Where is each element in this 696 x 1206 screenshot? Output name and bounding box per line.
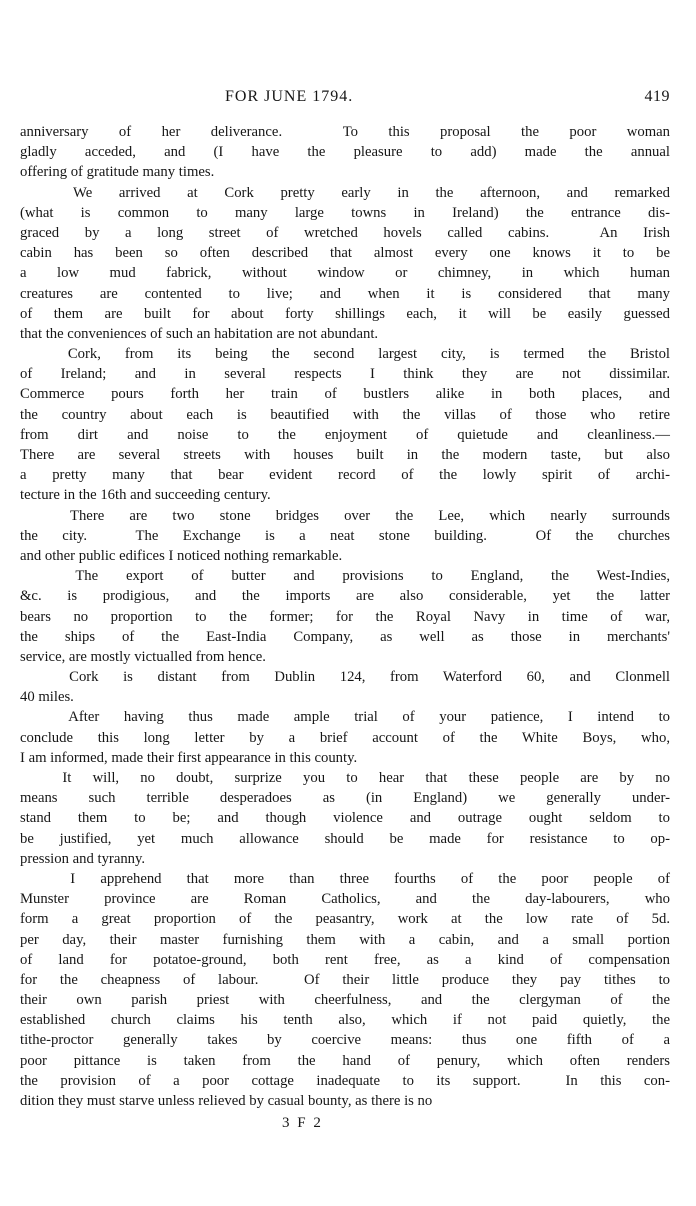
text-line: graced by a long street of wretched hovels called cabins. An Irish (20, 224, 670, 241)
text-line: I apprehend that more than three fourths of the poor people of (20, 870, 670, 887)
text-line: Munster province are Roman Catholics, and the day-labourers, who (20, 891, 670, 908)
text-line: means such terrible desperadoes as (in England) we generally under- (20, 790, 670, 807)
text-line: their own parish priest with cheerfulness, and the clergyman of the (20, 992, 670, 1009)
paragraph (20, 344, 670, 506)
text-line: a pretty many that bear evident record of the lowly spirit of archi- (20, 467, 670, 484)
text-line: Cork, from its being the second largest city, is termed the Bristol (20, 346, 670, 363)
text-line: The export of butter and provisions to England, the West-Indies, (20, 568, 670, 585)
text-line: stand them to be; and though violence and outrage ought seldom to (20, 810, 670, 827)
paragraph (20, 122, 670, 183)
text-line: I am informed, made their first appearance in this county. (20, 749, 358, 766)
text-line: poor pittance is taken from the hand of penury, which often renders (20, 1052, 670, 1069)
text-line: There are two stone bridges over the Lee, which nearly surrounds (20, 507, 670, 524)
text-line: be justified, yet much allowance should be made for resistance to op- (20, 830, 670, 847)
text-line: that the conveniences of such an habitation are not abundant. (20, 325, 379, 342)
text-line: form a great proportion of the peasantry, work at the low rate of 5d. (20, 911, 670, 928)
text-line: bears no proportion to the former; for the Royal Navy in time of war, (20, 608, 670, 625)
paragraph (20, 667, 670, 707)
signature-mark: 3 F 2 (282, 1115, 323, 1132)
book-page (20, 88, 670, 1133)
text-line: After having thus made ample trial of your patience, I intend to (20, 709, 670, 726)
text-line: of land for potatoe-ground, both rent free, as a kind of compensation (20, 951, 670, 968)
text-line: of them are built for about forty shillings each, it will be easily guessed (20, 305, 670, 322)
paragraph (20, 183, 670, 345)
paragraph (20, 566, 670, 667)
text-line: the city. The Exchange is a neat stone building. Of the churches (20, 527, 670, 544)
text-line: the ships of the East-India Company, as well as those in merchants' (20, 628, 670, 645)
text-line: (what is common to many large towns in Ireland) the entrance dis- (20, 204, 670, 221)
paragraph (20, 707, 670, 768)
text-line: a low mud fabrick, without window or chimney, in which human (20, 265, 670, 282)
text-line: the country about each is beautified with the villas of those who retire (20, 406, 670, 423)
text-line: We arrived at Cork pretty early in the afternoon, and remarked (20, 184, 670, 201)
text-line: There are several streets with houses built in the modern taste, but also (20, 447, 670, 463)
page-number: 419 (644, 88, 670, 105)
text-line: Cork is distant from Dublin 124, from Waterford 60, and Clonmell (20, 669, 670, 686)
text-line: tecture in the 16th and succeeding century. (20, 487, 271, 504)
paragraph (20, 768, 670, 869)
body-text (20, 122, 670, 1111)
text-line: the provision of a poor cottage inadequate to its support. In this con- (20, 1072, 670, 1089)
text-line: 40 miles. (20, 689, 74, 706)
text-line: per day, their master furnishing them with a cabin, and a small portion (20, 931, 670, 948)
text-line: cabin has been so often described that almost every one knows it to be (20, 245, 670, 262)
text-line: for the cheapness of labour. Of their little produce they pay tithes to (20, 971, 670, 988)
text-line: It will, no doubt, surprize you to hear that these people are by no (20, 770, 670, 786)
text-line: from dirt and noise to the enjoyment of quietude and cleanliness.— (20, 426, 670, 443)
paragraph (20, 506, 670, 567)
text-line: of Ireland; and in several respects I think they are not dissimilar. (20, 366, 670, 383)
text-line: &c. is prodigious, and the imports are also considerable, yet the latter (20, 588, 670, 605)
text-line: creatures are contented to live; and when it is considered that many (20, 285, 670, 302)
text-line: conclude this long letter by a brief account of the White Boys, who, (20, 729, 670, 746)
text-line: anniversary of her deliverance. To this proposal the poor woman (20, 124, 670, 140)
text-line: tithe-proctor generally takes by coercive means: thus one fifth of a (20, 1032, 670, 1049)
text-line: dition they must starve unless relieved by casual bounty, as there is no (20, 1093, 433, 1109)
text-line: pression and tyranny. (20, 850, 146, 867)
page-header (20, 88, 670, 114)
paragraph (20, 869, 670, 1111)
text-line: service, are mostly victualled from hence. (20, 648, 266, 665)
text-line: Commerce pours forth her train of bustlers alike in both places, and (20, 386, 670, 403)
text-line: offering of gratitude many times. (20, 164, 215, 181)
text-line: gladly acceded, and (I have the pleasure to add) made the annual (20, 144, 670, 161)
text-line: established church claims his tenth also, which if not paid quietly, the (20, 1012, 670, 1029)
text-line: and other public edifices I noticed nothing remarkable. (20, 547, 343, 564)
running-head: FOR JUNE 1794. (225, 88, 354, 105)
